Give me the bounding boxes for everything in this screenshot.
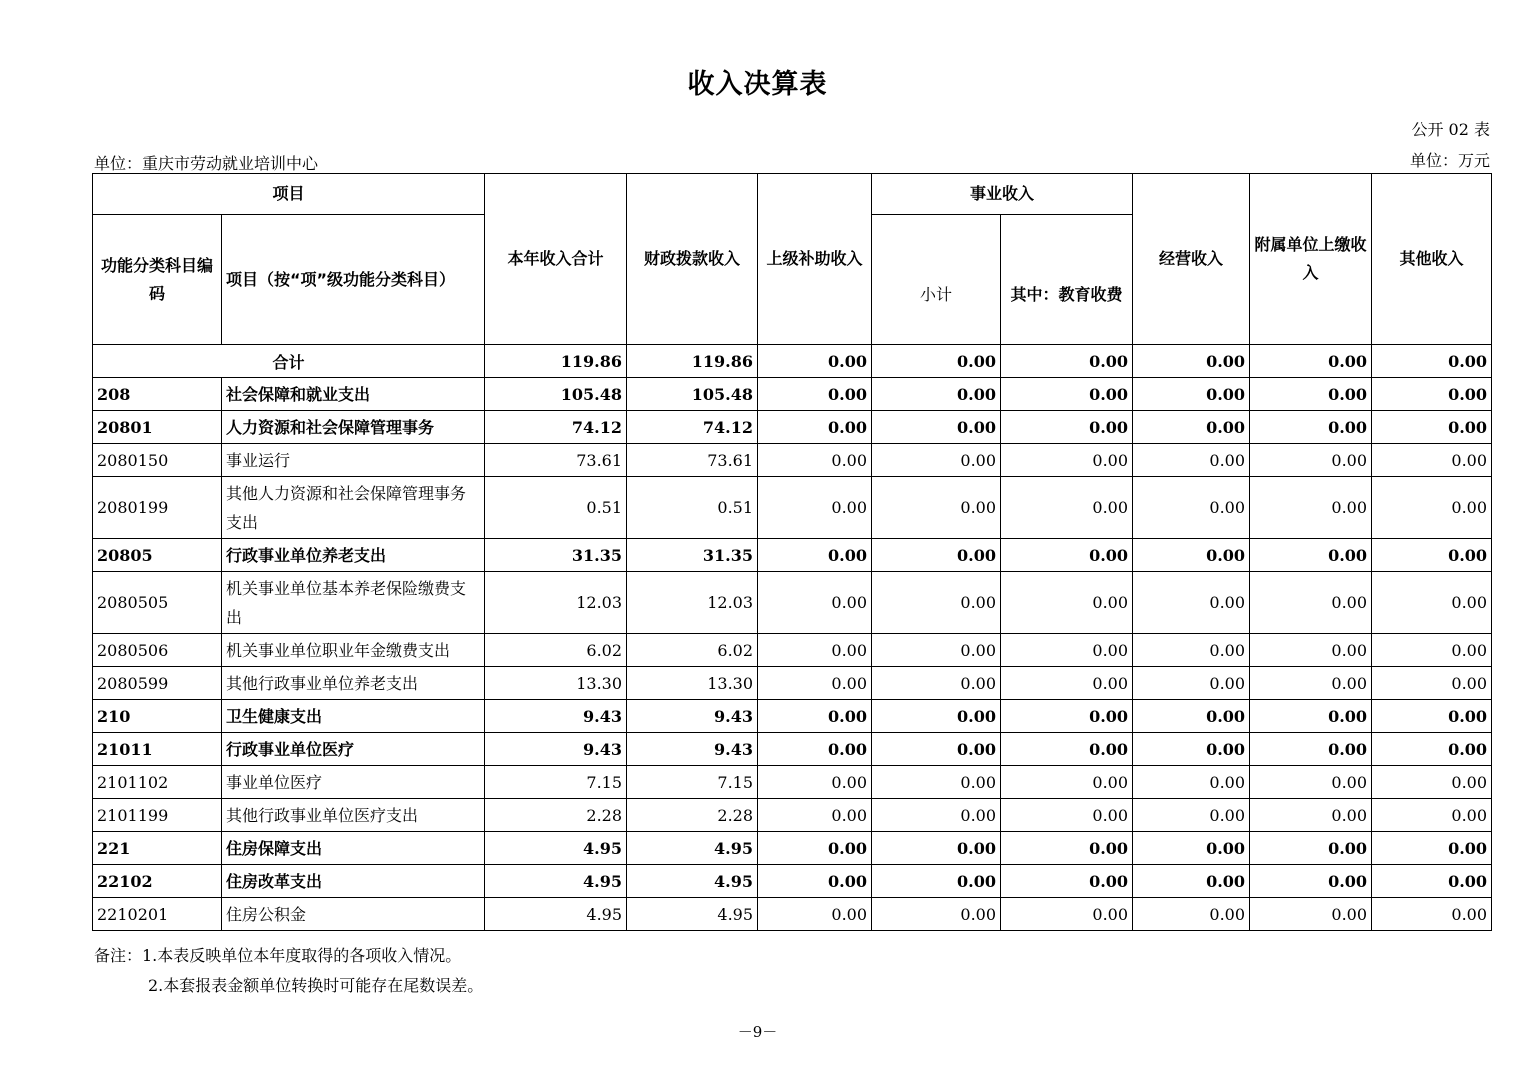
row-value: 0.00 <box>1133 667 1250 700</box>
row-value: 31.35 <box>627 539 758 572</box>
row-value: 0.00 <box>872 700 1001 733</box>
table-row <box>93 539 1492 572</box>
row-value: 0.00 <box>1372 865 1492 898</box>
table-row <box>93 898 1492 931</box>
row-value: 9.43 <box>485 700 627 733</box>
row-value: 13.30 <box>627 667 758 700</box>
row-value: 74.12 <box>485 411 627 444</box>
row-value: 0.00 <box>1250 865 1372 898</box>
row-value: 0.00 <box>872 832 1001 865</box>
row-value: 0.00 <box>1133 572 1250 634</box>
row-value: 0.00 <box>872 733 1001 766</box>
row-value: 0.00 <box>758 667 872 700</box>
row-value: 2.28 <box>485 799 627 832</box>
row-value: 0.00 <box>872 667 1001 700</box>
row-value: 0.00 <box>1372 378 1492 411</box>
row-name: 行政事业单位养老支出 <box>222 539 485 572</box>
row-value: 0.00 <box>1133 539 1250 572</box>
row-value: 2.28 <box>627 799 758 832</box>
row-value: 12.03 <box>627 572 758 634</box>
row-name: 住房公积金 <box>222 898 485 931</box>
row-value: 0.00 <box>1133 411 1250 444</box>
row-value: 0.00 <box>1250 539 1372 572</box>
row-value: 9.43 <box>627 733 758 766</box>
row-name: 人力资源和社会保障管理事务 <box>222 411 485 444</box>
row-code: 208 <box>93 378 222 411</box>
row-value: 0.00 <box>872 799 1001 832</box>
row-value: 0.00 <box>758 539 872 572</box>
header-operating: 经营收入 <box>1133 174 1250 345</box>
row-value: 4.95 <box>627 898 758 931</box>
row-value: 0.00 <box>1001 700 1133 733</box>
row-value: 7.15 <box>627 766 758 799</box>
row-code: 2080506 <box>93 634 222 667</box>
row-value: 0.00 <box>1001 799 1133 832</box>
row-value: 0.00 <box>1372 444 1492 477</box>
total-value: 0.00 <box>872 345 1001 378</box>
table-row <box>93 766 1492 799</box>
table-row <box>93 444 1492 477</box>
row-value: 0.00 <box>1372 700 1492 733</box>
total-value: 0.00 <box>1133 345 1250 378</box>
header-total: 本年收入合计 <box>485 174 627 345</box>
row-value: 0.00 <box>1001 766 1133 799</box>
row-value: 7.15 <box>485 766 627 799</box>
row-value: 13.30 <box>485 667 627 700</box>
row-value: 0.00 <box>1001 865 1133 898</box>
row-name: 机关事业单位职业年金缴费支出 <box>222 634 485 667</box>
row-value: 0.00 <box>758 733 872 766</box>
row-value: 4.95 <box>485 898 627 931</box>
row-value: 0.00 <box>758 444 872 477</box>
row-value: 0.00 <box>1372 832 1492 865</box>
row-value: 0.00 <box>872 865 1001 898</box>
row-name: 其他行政事业单位养老支出 <box>222 667 485 700</box>
form-code: 公开 02 表 <box>1411 120 1490 139</box>
header-superior: 上级补助收入 <box>758 174 872 345</box>
row-value: 0.00 <box>1001 898 1133 931</box>
row-code: 2080505 <box>93 572 222 634</box>
table-row <box>93 667 1492 700</box>
row-code: 2080199 <box>93 477 222 539</box>
row-value: 0.00 <box>1250 799 1372 832</box>
total-value: 0.00 <box>1001 345 1133 378</box>
row-value: 0.00 <box>872 898 1001 931</box>
row-value: 0.00 <box>1133 832 1250 865</box>
row-value: 0.00 <box>1001 572 1133 634</box>
row-code: 20805 <box>93 539 222 572</box>
row-value: 0.00 <box>1133 634 1250 667</box>
row-value: 0.00 <box>1250 832 1372 865</box>
row-value: 0.00 <box>1001 378 1133 411</box>
row-value: 0.00 <box>758 411 872 444</box>
header-subtotal: 小计 <box>872 215 1001 345</box>
row-value: 0.00 <box>758 477 872 539</box>
table-row <box>93 865 1492 898</box>
row-value: 0.00 <box>872 634 1001 667</box>
row-value: 9.43 <box>485 733 627 766</box>
row-code: 21011 <box>93 733 222 766</box>
row-code: 2101102 <box>93 766 222 799</box>
row-value: 0.00 <box>872 444 1001 477</box>
row-value: 0.00 <box>1001 733 1133 766</box>
row-value: 0.00 <box>1250 898 1372 931</box>
row-value: 0.00 <box>872 539 1001 572</box>
row-code: 20801 <box>93 411 222 444</box>
table-row <box>93 634 1492 667</box>
row-value: 0.00 <box>1372 667 1492 700</box>
row-value: 12.03 <box>485 572 627 634</box>
row-code: 2101199 <box>93 799 222 832</box>
row-value: 0.51 <box>485 477 627 539</box>
total-value: 119.86 <box>485 345 627 378</box>
reporting-unit: 单位：重庆市劳动就业培训中心 <box>94 154 319 173</box>
row-code: 22102 <box>93 865 222 898</box>
row-value: 4.95 <box>627 832 758 865</box>
row-value: 0.00 <box>1133 477 1250 539</box>
table-row <box>93 733 1492 766</box>
table-row <box>93 411 1492 444</box>
row-value: 0.00 <box>1001 539 1133 572</box>
row-value: 0.00 <box>1250 411 1372 444</box>
row-value: 0.00 <box>872 477 1001 539</box>
row-value: 0.00 <box>1372 572 1492 634</box>
row-value: 0.00 <box>1250 572 1372 634</box>
row-name: 卫生健康支出 <box>222 700 485 733</box>
row-code: 210 <box>93 700 222 733</box>
table-row <box>93 799 1492 832</box>
row-value: 0.00 <box>1133 766 1250 799</box>
row-name: 事业运行 <box>222 444 485 477</box>
row-value: 0.00 <box>872 378 1001 411</box>
row-name: 住房改革支出 <box>222 865 485 898</box>
row-value: 74.12 <box>627 411 758 444</box>
row-value: 0.00 <box>758 865 872 898</box>
row-value: 0.00 <box>1001 667 1133 700</box>
row-name: 住房保障支出 <box>222 832 485 865</box>
row-value: 6.02 <box>485 634 627 667</box>
row-value: 0.51 <box>627 477 758 539</box>
total-label: 合计 <box>93 345 485 378</box>
row-value: 6.02 <box>627 634 758 667</box>
row-name: 其他人力资源和社会保障管理事务支出 <box>222 477 485 539</box>
row-code: 2080150 <box>93 444 222 477</box>
row-code: 221 <box>93 832 222 865</box>
row-value: 0.00 <box>1372 799 1492 832</box>
row-value: 0.00 <box>872 572 1001 634</box>
row-value: 0.00 <box>1001 444 1133 477</box>
row-value: 0.00 <box>1133 444 1250 477</box>
row-value: 105.48 <box>485 378 627 411</box>
total-value: 0.00 <box>1250 345 1372 378</box>
total-value: 0.00 <box>1372 345 1492 378</box>
row-value: 0.00 <box>758 572 872 634</box>
row-value: 0.00 <box>1250 634 1372 667</box>
row-value: 0.00 <box>1133 799 1250 832</box>
row-value: 105.48 <box>627 378 758 411</box>
row-value: 0.00 <box>1250 766 1372 799</box>
page-number: －9－ <box>737 1023 778 1041</box>
row-name: 机关事业单位基本养老保险缴费支出 <box>222 572 485 634</box>
row-value: 0.00 <box>1133 865 1250 898</box>
row-value: 0.00 <box>758 898 872 931</box>
row-value: 31.35 <box>485 539 627 572</box>
row-value: 0.00 <box>872 766 1001 799</box>
header-other: 其他收入 <box>1372 174 1492 345</box>
row-value: 0.00 <box>1133 898 1250 931</box>
row-value: 0.00 <box>1001 477 1133 539</box>
header-education: 其中：教育收费 <box>1001 215 1133 345</box>
row-value: 0.00 <box>758 634 872 667</box>
row-value: 0.00 <box>1250 733 1372 766</box>
row-value: 0.00 <box>1372 411 1492 444</box>
row-value: 0.00 <box>1001 411 1133 444</box>
notes <box>94 941 483 1001</box>
row-value: 0.00 <box>758 832 872 865</box>
table-row <box>93 477 1492 539</box>
header-item-name: 项目（按“项”级功能分类科目） <box>222 215 485 345</box>
row-name: 其他行政事业单位医疗支出 <box>222 799 485 832</box>
row-value: 0.00 <box>1133 378 1250 411</box>
row-name: 社会保障和就业支出 <box>222 378 485 411</box>
row-value: 9.43 <box>627 700 758 733</box>
row-value: 0.00 <box>1372 766 1492 799</box>
header-affiliated: 附属单位上缴收入 <box>1250 174 1372 345</box>
header-project: 项目 <box>93 174 485 215</box>
row-value: 0.00 <box>872 411 1001 444</box>
row-value: 73.61 <box>485 444 627 477</box>
row-name: 行政事业单位医疗 <box>222 733 485 766</box>
row-value: 0.00 <box>1250 700 1372 733</box>
table-row <box>93 832 1492 865</box>
row-value: 0.00 <box>1372 634 1492 667</box>
note-2: 2.本套报表金额单位转换时可能存在尾数误差。 <box>148 976 484 995</box>
row-value: 0.00 <box>758 766 872 799</box>
row-value: 0.00 <box>1250 378 1372 411</box>
row-value: 0.00 <box>758 700 872 733</box>
row-value: 0.00 <box>1372 539 1492 572</box>
table-row <box>93 378 1492 411</box>
total-value: 119.86 <box>627 345 758 378</box>
header-fiscal: 财政拨款收入 <box>627 174 758 345</box>
currency-unit: 单位：万元 <box>1409 151 1490 170</box>
row-value: 0.00 <box>1250 667 1372 700</box>
row-value: 0.00 <box>1001 832 1133 865</box>
row-value: 0.00 <box>1001 634 1133 667</box>
row-value: 0.00 <box>1133 700 1250 733</box>
header-func-code: 功能分类科目编码 <box>93 215 222 345</box>
row-value: 0.00 <box>1372 898 1492 931</box>
row-value: 0.00 <box>1250 477 1372 539</box>
row-code: 2210201 <box>93 898 222 931</box>
row-value: 0.00 <box>1372 477 1492 539</box>
total-row <box>93 345 1492 378</box>
row-value: 0.00 <box>1250 444 1372 477</box>
row-value: 0.00 <box>758 378 872 411</box>
row-value: 0.00 <box>1372 733 1492 766</box>
table-row <box>93 572 1492 634</box>
income-table <box>92 173 1492 931</box>
note-1: 备注：1.本表反映单位本年度取得的各项收入情况。 <box>94 946 462 965</box>
header-business-income: 事业收入 <box>872 174 1133 215</box>
row-value: 73.61 <box>627 444 758 477</box>
row-value: 4.95 <box>485 832 627 865</box>
row-value: 0.00 <box>1133 733 1250 766</box>
row-value: 4.95 <box>627 865 758 898</box>
total-value: 0.00 <box>758 345 872 378</box>
row-value: 4.95 <box>485 865 627 898</box>
row-value: 0.00 <box>758 799 872 832</box>
row-code: 2080599 <box>93 667 222 700</box>
table-row <box>93 700 1492 733</box>
page-title: 收入决算表 <box>687 69 828 100</box>
row-name: 事业单位医疗 <box>222 766 485 799</box>
